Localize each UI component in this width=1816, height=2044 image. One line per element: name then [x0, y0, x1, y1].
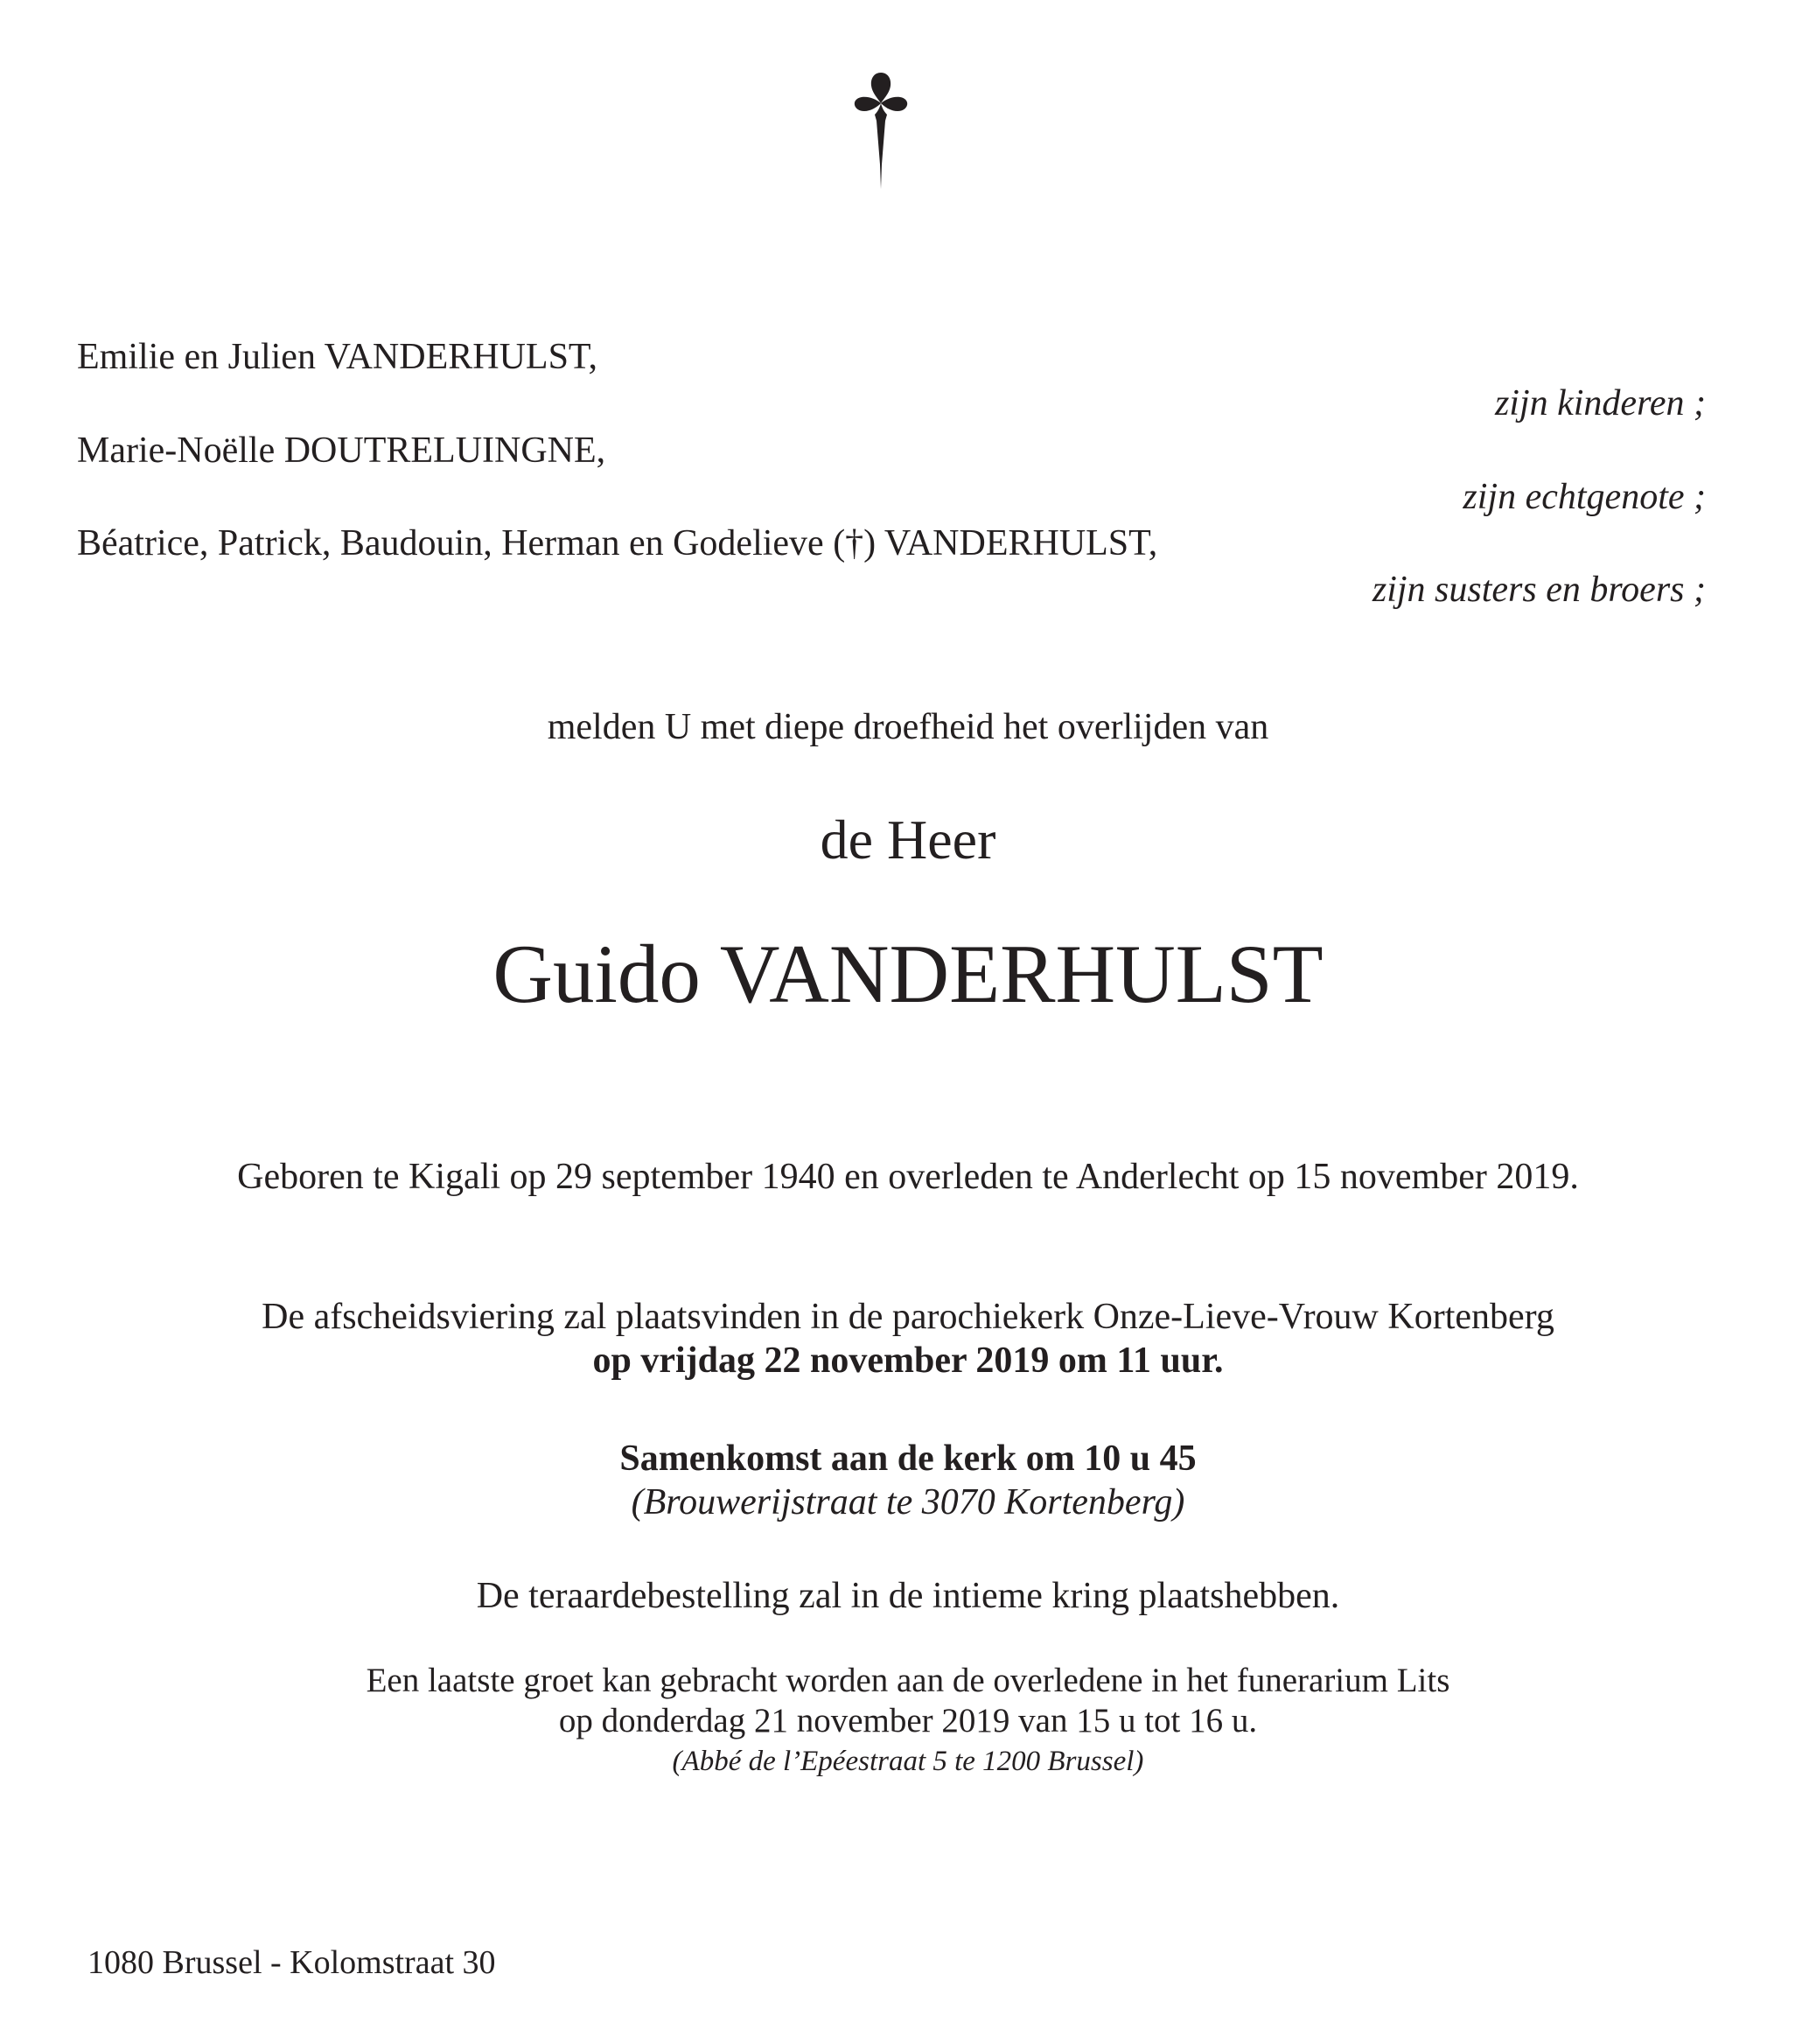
ceremony-date: op vrijdag 22 november 2019 om 11 uur. — [592, 1340, 1224, 1381]
family-relation-children: zijn kinderen ; — [1494, 383, 1706, 424]
family-names-children: Emilie en Julien VANDERHULST, — [77, 337, 597, 377]
gathering-address: (Brouwerijstraat te 3070 Kortenberg) — [631, 1482, 1185, 1522]
birth-death-text: Geboren te Kigali op 29 september 1940 en overleden te Anderlecht op 15 november 2019. — [237, 1157, 1579, 1197]
family-names-siblings: Béatrice, Patrick, Baudouin, Herman en Godelieve (†) VANDERHULST, — [77, 523, 1158, 564]
burial-text: De teraardebestelling zal in de intieme kring plaatshebben. — [476, 1576, 1340, 1616]
ceremony-location: De afscheidsviering zal plaatsvinden in de parochiekerk Onze-Lieve-Vrouw Kortenberg — [262, 1297, 1554, 1337]
family-relation-spouse: zijn echtgenote ; — [1463, 477, 1706, 517]
family-names-spouse: Marie-Noëlle DOUTRELUINGNE, — [77, 430, 606, 471]
cross-icon — [837, 70, 925, 192]
family-relation-siblings: zijn susters en broers ; — [1372, 570, 1706, 610]
announcement-text: melden U met diepe droefheid het overlijden van — [547, 707, 1269, 747]
viewing-location: Een laatste groet kan gebracht worden aan de overledene in het funerarium Lits — [366, 1662, 1450, 1699]
gathering-time: Samenkomst aan de kerk om 10 u 45 — [619, 1438, 1197, 1479]
deceased-name: Guido VANDERHULST — [492, 928, 1324, 1020]
viewing-address: (Abbé de l’Epéestraat 5 te 1200 Brussel) — [672, 1746, 1144, 1777]
honorific-title: de Heer — [820, 808, 996, 871]
viewing-date: op donderdag 21 november 2019 van 15 u tot 16 u. — [558, 1702, 1258, 1740]
footer-address: 1080 Brussel - Kolomstraat 30 — [87, 1944, 496, 1981]
